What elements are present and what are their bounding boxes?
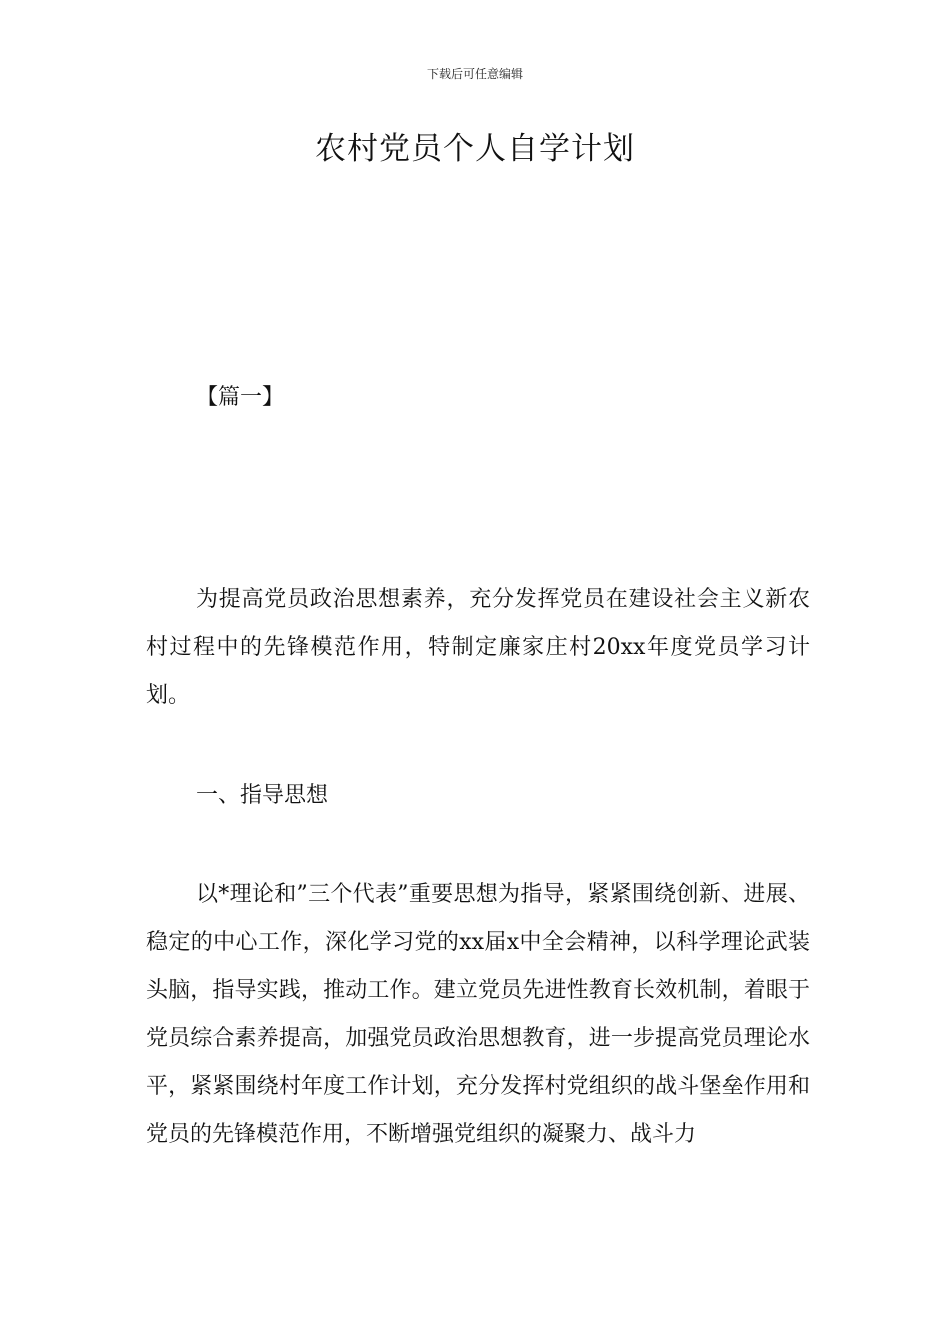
section-mark: 【篇一】 bbox=[196, 385, 285, 410]
header-note: 下载后可任意编辑 bbox=[426, 67, 523, 81]
guiding-ideology-paragraph: 以*理论和”三个代表”重要思想为指导，紧紧围绕创新、进展、稳定的中心工作，深化学习党的xx届x中全会精神，以科学理论武装头脑，指导实践，推动工作。建立党员先进性教育长效机制，着眼于党员综合素养提高，加强党员政治思想教育，进一步提高党员理论水平，紧紧围绕村年度工作计划，充分发挥村党组织的战斗堡垒作用和党员的先锋模范作用，不断增强党组织的凝聚力、战斗力 bbox=[146, 882, 810, 1147]
document-title: 农村党员个人自学计划 bbox=[315, 131, 635, 167]
heading-guiding-ideology: 一、指导思想 bbox=[196, 783, 329, 808]
intro-paragraph: 为提高党员政治思想素养，充分发挥党员在建设社会主义新农村过程中的先锋模范作用，特制定廉家庄村20xx年度党员学习计划。 bbox=[146, 587, 810, 708]
